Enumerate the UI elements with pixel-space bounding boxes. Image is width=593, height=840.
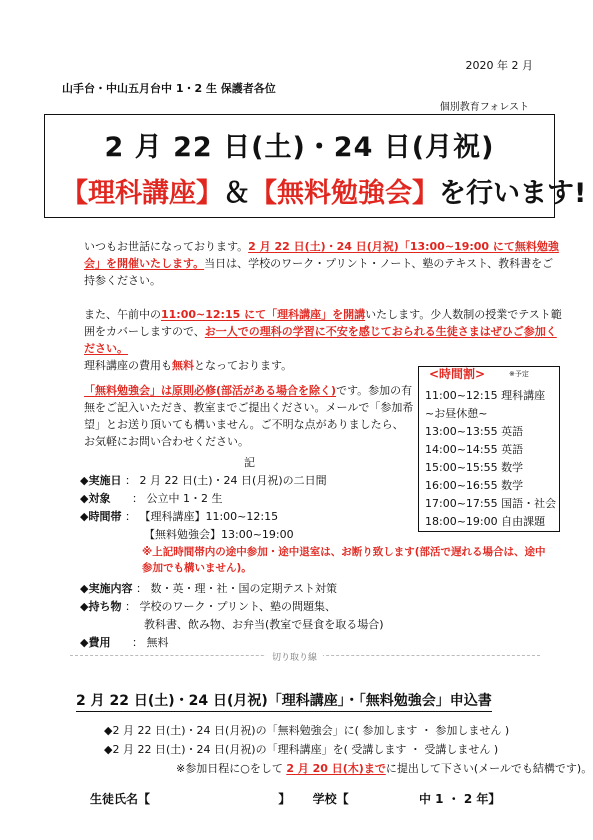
para3-mandatory-highlight: 「無料勉強会」は原則必修(部活がある場合を除く) [84, 384, 337, 397]
detail-date [80, 472, 327, 488]
para1-bring-items: 当日は、学校のワーク・プリント・ノート、塾のテキスト、教科書をご持参ください。 [84, 257, 554, 287]
para3-b: です。参加の有無をご記入いただき、教室までご提出ください。メールで「参加希望」とお送り頂いても構いません。ご不明な点がありましたら、お気軽にお問い合わせください。 [84, 384, 414, 448]
title-box [44, 114, 587, 218]
detail-time-note2: 参加でも構いません)。 [142, 562, 252, 574]
para2-e: 理科講座の費用も [84, 359, 172, 372]
schedule-row: ~お昼休憩~ [425, 407, 488, 420]
addressee: 山手台・中山五月台中 1・2 生 保護者各位 [62, 82, 276, 95]
detail-date-label: ◆実施日 [80, 474, 122, 487]
schedule-row: 16:00~16:55 数学 [425, 479, 524, 492]
title-ampersand: ＆ [223, 178, 250, 209]
detail-date-value: ： 2 月 22 日(土)・24 日(月祝)の二日間 [124, 474, 327, 487]
ki-heading: 記 [244, 456, 255, 469]
form-deadline: 2 月 20 日(木)まで [286, 762, 386, 775]
cut-line-label: 切り取り線 [266, 650, 323, 663]
form-deadline-note [176, 760, 592, 776]
grade-label: 中 1 ・ 2 年】 [418, 792, 501, 806]
detail-items-value2: 教科書、飲み物、お弁当(教室で昼食を取る場合) [144, 618, 384, 631]
title-date: 2 月 22 日(土)・24 日(月祝) [104, 132, 495, 163]
detail-content-label: ◆実施内容 [80, 582, 133, 595]
detail-target-label: ◆対象 [80, 492, 111, 505]
paragraph-mandatory [84, 382, 414, 450]
schedule-row: 15:00~15:55 数学 [425, 461, 524, 474]
sender: 個別教育フォレスト [439, 102, 529, 113]
detail-time-value1: ： 【理科講座】11:00~12:15 [124, 510, 279, 523]
student-info-row [90, 790, 500, 807]
form-row-free-study[interactable]: ◆2 月 22 日(土)・24 日(月祝)の「無料勉強会」に( 参加します ・ 参加しません ) [104, 724, 510, 737]
paragraph-science [84, 306, 564, 374]
para1-highlight: 2 月 22 日(土)・24 日(月祝)「13:00~19:00 にて無料勉強会」を開催いたします。 [84, 240, 559, 270]
detail-items-label: ◆持ち物 [80, 600, 122, 613]
detail-time [80, 508, 278, 524]
para2-c: いたします。少人数制の授業でテスト範囲をカバーしますので、 [84, 308, 562, 338]
para2-invite-highlight: お一人での理科の学習に不安を感じておられる生徒さまはぜひご参加ください。 [84, 325, 557, 355]
detail-time-note1: ※上記時間帯内の途中参加・途中退室は、お断り致します(部活で遅れる場合は、途中 [142, 546, 546, 558]
form-note-a: ※参加日程に○をして [176, 762, 287, 775]
form-title: 2 月 22 日(土)・24 日(月祝)「理科講座」・「無料勉強会」申込書 [76, 690, 492, 712]
form-note-c: に提出して下さい(メールでも結構です)。 [385, 762, 593, 775]
schedule-row: 11:00~12:15 理科講座 [425, 389, 546, 402]
para2-a: また、午前中の [84, 308, 161, 321]
detail-fee-label: ◆費用 [80, 636, 111, 649]
detail-target-value: ： 公立中 1・2 生 [131, 492, 223, 505]
school-label: 学校【 [312, 792, 349, 806]
paragraph-intro [84, 238, 564, 289]
title-free-study: 【無料勉強会】 [250, 178, 439, 209]
detail-fee [80, 634, 168, 650]
title-suffix: を行います! [439, 178, 587, 209]
detail-target [80, 490, 222, 506]
schedule-row: 17:00~17:55 国語・社会 [425, 497, 557, 510]
schedule-row: 13:00~13:55 英語 [425, 425, 524, 438]
para2-time-highlight: 11:00~12:15 にて「理科講座」を開講 [161, 308, 366, 321]
detail-items [80, 598, 336, 614]
student-name-label: 生徒氏名【 [90, 792, 151, 806]
detail-items-value1: ： 学校のワーク・プリント、塾の問題集、 [124, 600, 337, 613]
para2-g: となっております。 [194, 359, 293, 372]
para1-greeting: いつもお世話になっております。 [84, 240, 249, 253]
detail-fee-value: ： 無料 [131, 636, 169, 649]
student-name-close: 】 [278, 792, 291, 806]
schedule-title: <時間割> [429, 367, 486, 381]
schedule-note: ※予定 [509, 370, 529, 378]
schedule-box [418, 366, 560, 532]
detail-content [80, 580, 337, 596]
detail-content-value: ： 数・英・理・社・国の定期テスト対策 [135, 582, 338, 595]
para2-free: 無料 [172, 359, 194, 372]
schedule-row: 14:00~14:55 英語 [425, 443, 524, 456]
detail-time-value2: 【無料勉強会】13:00~19:00 [144, 528, 294, 541]
form-row-science[interactable]: ◆2 月 22 日(土)・24 日(月祝)の「理科講座」を( 受講します ・ 受講しません ) [104, 743, 499, 756]
title-science-course: 【理科講座】 [61, 178, 223, 209]
schedule-row: 18:00~19:00 自由課題 [425, 515, 546, 528]
detail-time-label: ◆時間帯 [80, 510, 122, 523]
document-date: 2020 年 2 月 [465, 59, 533, 72]
title-event [61, 171, 587, 210]
